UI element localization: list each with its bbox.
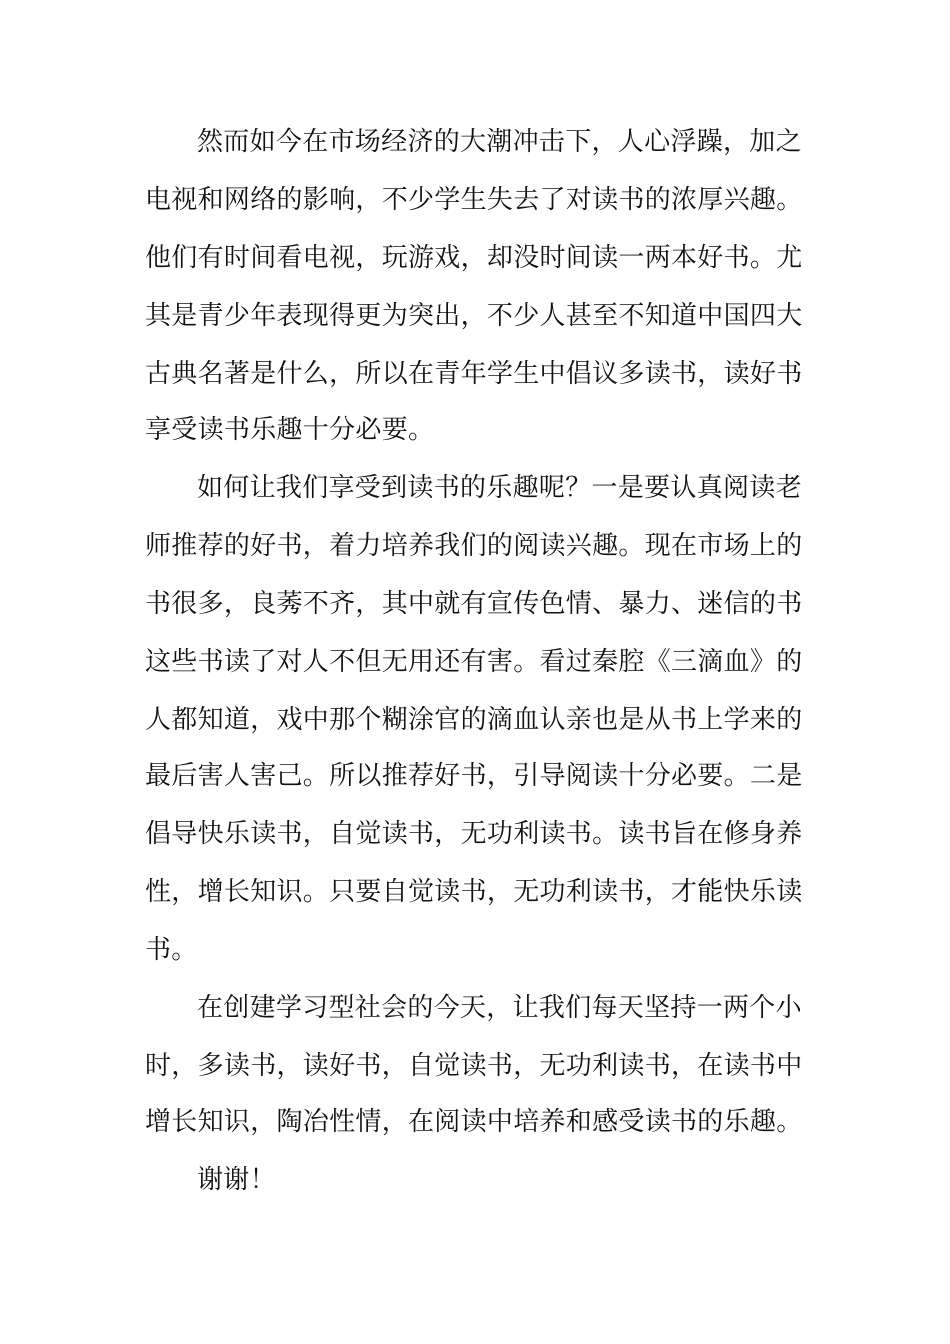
paragraph-2-line-4: 这些书读了对人不但无用还有害。看过秦腔《三滴血》的: [145, 647, 803, 677]
paragraph-1-line-1: 然而如今在市场经济的大潮冲击下，人心浮躁，加之: [197, 127, 802, 157]
paragraph-1-line-3: 他们有时间看电视，玩游戏，却没时间读一两本好书。尤: [145, 243, 803, 273]
paragraph-2-line-2: 师推荐的好书，着力培养我们的阅读兴趣。现在市场上的: [145, 531, 803, 561]
paragraph-1-line-4: 其是青少年表现得更为突出，不少人甚至不知道中国四大: [145, 301, 803, 331]
paragraph-3-line-3: 增长知识，陶冶性情，在阅读中培养和感受读书的乐趣。: [145, 1107, 803, 1137]
closing-thanks: 谢谢！: [197, 1165, 276, 1195]
paragraph-2-line-1: 如何让我们享受到读书的乐趣呢？一是要认真阅读老: [197, 473, 802, 503]
paragraph-2-line-6: 最后害人害己。所以推荐好书，引导阅读十分必要。二是: [145, 761, 803, 791]
paragraph-2-line-7: 倡导快乐读书，自觉读书，无功利读书。读书旨在修身养: [145, 819, 803, 849]
paragraph-2-line-8: 性，增长知识。只要自觉读书，无功利读书，才能快乐读: [145, 877, 803, 907]
paragraph-3-line-1: 在创建学习型社会的今天，让我们每天坚持一两个小: [197, 993, 802, 1023]
paragraph-1-line-2: 电视和网络的影响，不少学生失去了对读书的浓厚兴趣。: [145, 185, 803, 215]
paragraph-1-line-5: 古典名著是什么，所以在青年学生中倡议多读书，读好书: [145, 359, 803, 389]
paragraph-1-line-6: 享受读书乐趣十分必要。: [145, 415, 435, 445]
paragraph-2-line-9: 书。: [145, 935, 198, 965]
paragraph-2-line-5: 人都知道，戏中那个糊涂官的滴血认亲也是从书上学来的: [145, 705, 803, 735]
paragraph-3-line-2: 时，多读书，读好书，自觉读书，无功利读书，在读书中: [145, 1051, 803, 1081]
paragraph-2-line-3: 书很多，良莠不齐，其中就有宣传色情、暴力、迷信的书: [145, 589, 803, 619]
